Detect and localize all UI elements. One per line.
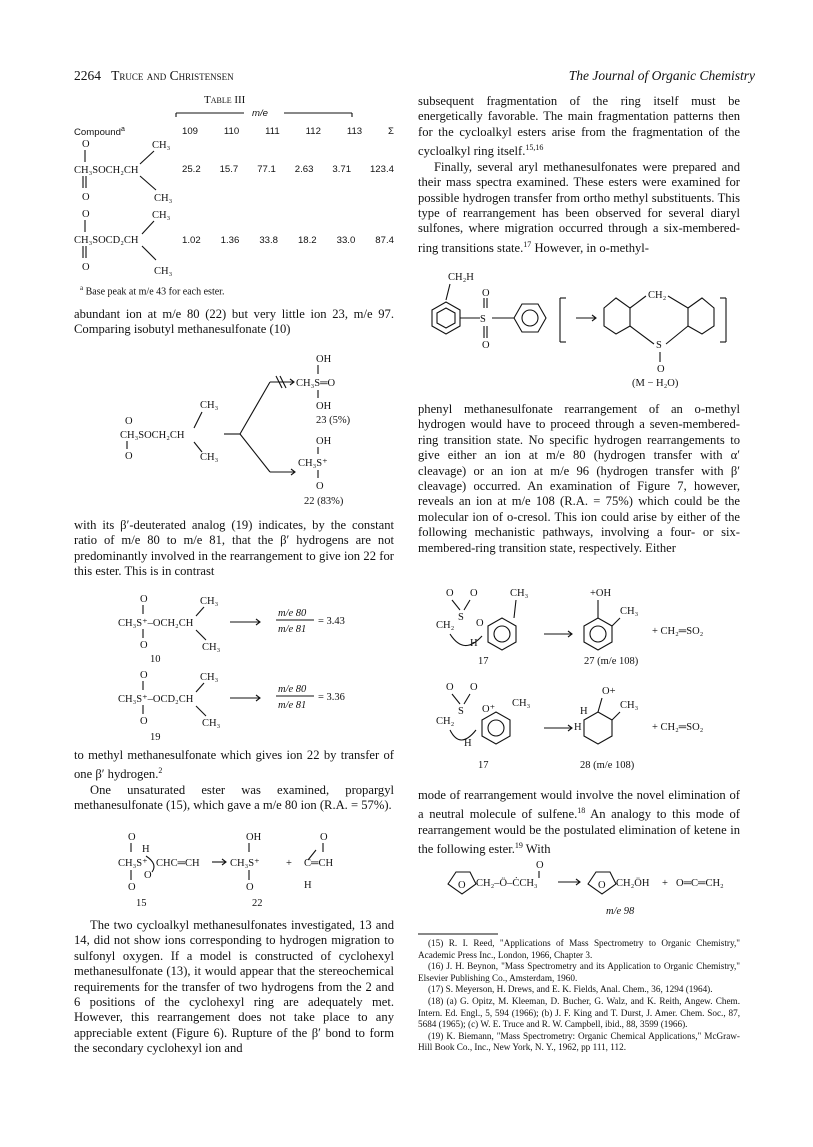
svg-text:CH₃S⁺: CH₃S⁺ [118,858,148,869]
footnote-item: (18) (a) G. Opitz, M. Kleeman, D. Bucher, G. Walz, and K. Reith, Angew. Chem. Intern. Ed. Engl., 5, 594 (1966); (b) J. F. King and T. Durst, J. Amer. Chem. Soc., 87, 5684 (1965); (c) W. E. Truce and R. W. Campbell, ibid., 88, 3599 (1966). [418,995,740,1030]
svg-text:O: O [470,588,478,599]
svg-text:CH₃: CH₃ [620,606,639,617]
scheme-o-cresol-formation [430,584,740,780]
page-number: 2264 [74,68,101,83]
svg-text:O: O [128,882,136,893]
svg-text:CH₃: CH₃ [154,266,173,277]
svg-text:O: O [316,481,324,492]
scheme-ketene-elimination [440,856,740,926]
ratio-value-2: = 3.36 [318,692,345,703]
compound-22-label: 22 [252,898,263,909]
svg-text:O: O [82,262,90,273]
svg-text:H: H [574,722,582,733]
svg-text:CH₃S⁺–OCH₂CH: CH₃S⁺–OCH₂CH [118,618,194,629]
scheme-deuterium-ratio [118,592,378,742]
svg-text:O: O [125,416,133,427]
svg-text:CH₃S═O: CH₃S═O [296,378,336,389]
svg-text:+OH: +OH [590,588,612,599]
svg-text:CH₂: CH₂ [648,290,667,301]
svg-text:S: S [656,340,662,351]
left-para-2: with its β′-deuterated analog (19) indicates, by the constant ratio of m/e 80 to m/e 81, that the β′ hydrogens are not predominantly involved in the rearrangement to give ion 22 for this ester. This is in contrast [74,518,394,579]
svg-text:H: H [580,706,588,717]
svg-text:OH: OH [316,436,332,447]
svg-text:O⁺: O⁺ [482,704,496,715]
svg-text:O: O [470,682,478,693]
table-cell: 1.02 [182,235,201,246]
compound-15-label: 15 [136,898,147,909]
scheme-diaryl-sulfone [420,268,740,388]
svg-text:OH: OH [246,832,262,843]
svg-text:O═C═CH₂: O═C═CH₂ [676,878,724,889]
svg-text:O: O [482,340,490,351]
svg-text:CH₂ÖH: CH₂ÖH [616,878,650,889]
svg-text:CH₃: CH₃ [200,400,219,411]
svg-text:O: O [482,288,490,299]
table-cell: 1.36 [220,235,240,246]
table-header-row [182,126,394,137]
left-para-1: abundant ion at m/e 80 (22) but very little ion 23, m/e 97. Comparing isobutyl methanesulfonate (10) [74,307,394,337]
table-cell: 25.2 [182,164,201,175]
svg-text:O: O [598,880,606,891]
table-mz-label: m/e [252,108,268,119]
svg-text:CH₃S⁺–OCD₂CH: CH₃S⁺–OCD₂CH [118,694,194,705]
table-cell: 123.4 [369,164,394,175]
svg-text:O: O [82,139,90,150]
svg-text:S: S [458,706,464,717]
svg-text:CHC═CH: CHC═CH [156,858,200,869]
table-cell: 77.1 [257,164,276,175]
table-row [182,235,394,246]
svg-text:O: O [446,682,454,693]
ratio-value-1: = 3.43 [318,616,345,627]
svg-text:O: O [144,870,152,881]
ratio-numerator: m/e 80 [278,608,307,619]
svg-text:O: O [140,716,148,727]
svg-text:CH₂: CH₂ [436,620,455,631]
journal-name: The Journal of Organic Chemistry [568,68,755,83]
right-para-1: subsequent fragmentation of the ring itself must be energetically favorable. The main fragmentation patterns then for the cycloalkyl esters arise from the fragmentation of the cycloalkyl ring itself.$^{15,16}$ Finally, several aryl methanesulfonates were prepared and their mass spectra examined. These esters were examined for possible hydrogen transfer from ortho methyl substituents. This type of rearrangement has been observed for several diaryl sulfones, where migration occurred through a six-membered-ring transitions state.$^{17}$ However, in o-methyl- [418,94,740,256]
table-cell: 33.0 [336,235,356,246]
svg-text:CH₃: CH₃ [620,700,639,711]
svg-text:CH₃SOCH₂CH: CH₃SOCH₂CH [120,430,185,441]
left-para-3: to methyl methanesulfonate which gives ion 22 by transfer of one β′ hydrogen.$^2$ One unsaturated ester was examined, propargyl methanesulfonate (15), which gave a m/e 80 ion (R.A. = 57%). [74,748,394,813]
ratio-numerator: m/e 80 [278,684,307,695]
svg-text:S: S [480,314,486,325]
compound-structure-1 [74,138,184,210]
table-cell: 33.8 [259,235,278,246]
svg-text:H: H [470,638,478,649]
svg-text:CH₃SOCH₂CH: CH₃SOCH₂CH [74,165,139,176]
footnote-item: (15) R. I. Reed, "Applications of Mass Spectrometry to Organic Chemistry," Academic Press Inc., London, 1966, Chapter 3. [418,938,740,960]
right-para-2: phenyl methanesulfonate rearrangement of an o-methyl hydrogen would have to proceed through a seven-membered-ring transition state. No specific hydrogen rearrangements to give either an ion at m/e 80 (hydrogen transfer with α′ cleavage) or an ion at m/e 96 (hydrogen transfer with β′ cleavage) occurred. An examination of Figure 7, however, reveals an ion at m/e 108 (R.A. = 75%) which could be the molecular ion of o-cresol. This ion could arise by either of the following mechanistic pathways, involving a four- or six-membered-ring transition state, respectively. Either [418,402,740,555]
sulfene-product-b: + CH₂═SO₂ [652,722,704,733]
compound-19-label: 19 [150,732,161,742]
table-cell: 2.63 [294,164,314,175]
table-iii [74,94,394,299]
table-cell: 15.7 [219,164,239,175]
svg-text:CH₃: CH₃ [510,588,529,599]
compound-structure-2 [74,208,184,280]
svg-text:CH₃S⁺: CH₃S⁺ [230,858,260,869]
table-col-header: 113 [346,126,363,137]
svg-text:CH₃: CH₃ [200,672,219,683]
running-header-left [74,68,234,84]
svg-text:O: O [82,192,90,203]
scheme-propargyl [118,830,378,912]
table-title: Table III [204,94,246,106]
ion-23-label: 23 (5%) [316,415,351,426]
svg-text:CH₃SOCD₂CH: CH₃SOCD₂CH [74,235,139,246]
sulfene-product-a: + CH₂═SO₂ [652,626,704,637]
svg-text:O: O [657,364,665,375]
m-minus-water-label: (M − H₂O) [632,378,679,388]
svg-text:CH₃: CH₃ [152,140,171,151]
ratio-denominator: m/e 81 [278,624,307,635]
svg-text:O: O [246,882,254,893]
compound-10-label: 10 [150,654,161,665]
svg-text:CH₃: CH₃ [152,210,171,221]
footnote-item: (16) J. H. Beynon, "Mass Spectrometry and its Application to Organic Chemistry," Elsevier Publishing Co., Amsterdam, 1960. [418,961,740,983]
svg-text:CH₂H: CH₂H [448,272,474,283]
svg-text:S: S [458,612,464,623]
table-header-compound: Compound$^a$ [74,126,125,139]
svg-text:H: H [142,844,150,855]
svg-text:O: O [140,640,148,651]
svg-text:CH₃: CH₃ [200,452,219,463]
svg-text:CH₃: CH₃ [202,718,221,729]
svg-text:CH₂: CH₂ [436,716,455,727]
table-cell: 3.71 [332,164,352,175]
svg-text:O: O [140,670,148,681]
svg-text:CH₃: CH₃ [154,193,173,204]
table-col-header: 110 [223,126,240,137]
table-footnote: $^a$ Base peak at m/e 43 for each ester. [80,284,225,298]
svg-text:OH: OH [316,401,332,412]
svg-text:O: O [476,618,484,629]
svg-text:+: + [662,878,668,889]
table-col-header: 111 [265,126,280,137]
table-row [182,164,394,175]
svg-text:CH₃S⁺: CH₃S⁺ [298,458,328,469]
svg-text:CH₃: CH₃ [512,698,531,709]
table-col-header: 109 [182,126,199,137]
svg-text:O: O [125,451,133,462]
svg-text:+: + [286,858,292,869]
svg-text:O: O [128,832,136,843]
svg-text:O: O [458,880,466,891]
ratio-denominator: m/e 81 [278,700,307,711]
svg-text:CH₃: CH₃ [202,642,221,653]
svg-text:O+: O+ [602,686,616,697]
svg-text:O: O [140,594,148,605]
svg-text:O: O [82,209,90,220]
footnote-rule [418,932,498,936]
svg-text:O: O [536,860,544,871]
compound-28-label: 28 (m/e 108) [580,760,635,771]
right-para-3: mode of rearrangement would involve the novel elimination of a neutral molecule of sulfene.$^{18}$ An analogy to this mode of rearrangement would be the postulated elimination of ketene in the following ester.$^{19}$ With [418,788,740,857]
footnote-item: (17) S. Meyerson, H. Drews, and E. K. Fields, Anal. Chem., 36, 1294 (1964). [428,984,713,995]
author-names: Truce and Christensen [111,68,234,83]
table-cell: 87.4 [375,235,394,246]
compound-17-label-b: 17 [478,760,489,771]
svg-text:H: H [304,880,312,891]
table-col-header: 112 [305,126,321,137]
svg-text:H: H [464,738,472,749]
svg-text:O: O [320,832,328,843]
svg-text:CH₃: CH₃ [200,596,219,607]
mz-98-label: m/e 98 [606,906,635,917]
svg-text:CH₂–Ö–ĊCH₃: CH₂–Ö–ĊCH₃ [476,878,538,889]
left-para-4: The two cycloalkyl methanesulfonates investigated, 13 and 14, did not show ions corresponding to hydrogen migration to sulfonyl oxygen. If a model is constructed of cyclohexyl methanesulfonate (13), it would appear that the stereochemical requirements for the transfer of two hydrogens from the 2 and 6 positions of the cyclohexyl ring are adequately met. However, this rearrangement does not take place to any appreciable extent (Figure 6). Rupture of the β′ bond to form the secondary cyclohexyl ion and [74,918,394,1056]
svg-text:C═CH: C═CH [304,858,334,869]
compound-27-label: 27 (m/e 108) [584,656,639,667]
footnotes [418,938,740,1054]
footnote-item: (19) K. Biemann, "Mass Spectrometry: Organic Chemical Applications," McGraw-Hill Book Co., Inc., New York, N. Y., 1962, pp 111, 112. [418,1030,740,1053]
svg-text:OH: OH [316,354,332,365]
svg-text:O: O [446,588,454,599]
compound-17-label-a: 17 [478,656,489,667]
scheme-isobutyl-fragmentation [120,352,400,512]
table-col-header: Σ [388,126,394,137]
ion-22-label: 22 (83%) [304,496,344,507]
table-cell: 18.2 [297,235,317,246]
